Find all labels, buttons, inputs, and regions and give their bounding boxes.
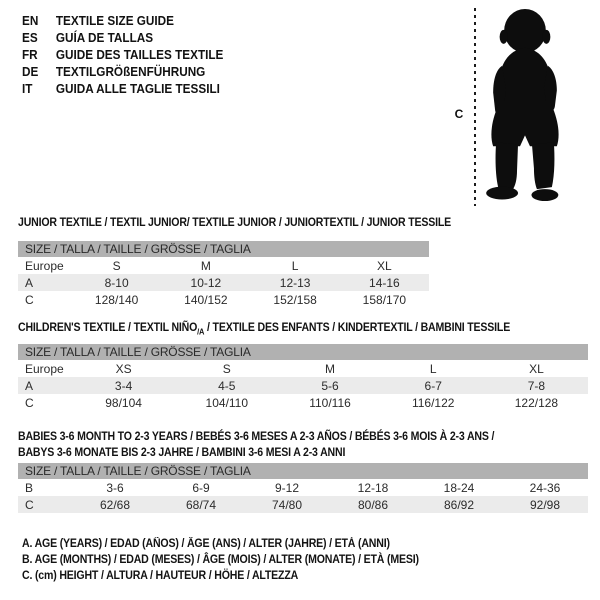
size-cell: 152/158 (273, 292, 317, 307)
size-cell: S (112, 258, 121, 273)
section-title-line2: BABYS 3-6 MONATE BIS 2-3 JAHRE / BAMBINI 3-6 MESI A 2-3 ANNI (18, 445, 346, 459)
size-cell: 6-9 (192, 480, 210, 495)
size-table-body (18, 257, 429, 308)
section-title-line1: BABIES 3-6 MONTH TO 2-3 YEARS / BEBÉS 3-6 MESES A 2-3 AÑOS / BÉBÉS 3-6 MOIS À 2-3 ANS / (18, 429, 495, 443)
size-table-row (18, 274, 429, 291)
language-label: TEXTILE SIZE GUIDE (55, 13, 175, 28)
language-code: FR (22, 47, 38, 62)
baby-silhouette-icon (482, 8, 566, 207)
size-cell: 98/104 (105, 395, 142, 410)
section-title-junior: JUNIOR TEXTILE / TEXTIL JUNIOR/ TEXTILE JUNIOR / JUNIORTEXTIL / JUNIOR TESSILE (18, 215, 451, 229)
language-row-en (22, 12, 223, 29)
size-table-row (18, 377, 588, 394)
language-label: GUIDE DES TAILLES TEXTILE (55, 47, 224, 62)
size-cell: 24-36 (529, 480, 561, 495)
language-row-de (22, 63, 223, 80)
section-title-text: / TEXTILE DES ENFANTS / KINDERTEXTIL / BAMBINI TESSILE (204, 320, 511, 334)
section-title-children (18, 320, 510, 336)
size-table-body (18, 360, 588, 411)
footnote-height-cm: C. (cm) HEIGHT / ALTURA / HAUTEUR / HÖHE / ALTEZZA (22, 569, 299, 582)
language-code: DE (22, 64, 39, 79)
size-cell: 10-12 (190, 275, 222, 290)
size-cell: 12-18 (357, 480, 389, 495)
size-cell: 104/110 (205, 395, 249, 410)
size-cell: 86/92 (443, 497, 475, 512)
size-cell: 92/98 (529, 497, 561, 512)
row-label: Europe (25, 258, 64, 273)
size-cell: L (429, 361, 437, 376)
size-cell: 128/140 (94, 292, 139, 307)
size-cell: 9-12 (274, 480, 300, 495)
language-label: GUÍA DE TALLAS (55, 30, 154, 45)
size-cell: 74/80 (271, 497, 303, 512)
size-cell: 68/74 (185, 497, 217, 512)
size-table-header: SIZE / TALLA / TAILLE / GRÖSSE / TAGLIA (18, 463, 588, 479)
language-code: ES (22, 30, 38, 45)
footnotes (22, 537, 419, 584)
row-label: Europe (25, 361, 64, 376)
size-cell: 140/152 (184, 292, 228, 307)
language-code: EN (22, 13, 39, 28)
size-cell: 7-8 (527, 378, 546, 393)
size-table-junior (18, 241, 429, 308)
size-table-header: SIZE / TALLA / TAILLE / GRÖSSE / TAGLIA (18, 241, 429, 257)
size-cell: 5-6 (321, 378, 339, 393)
section-title-subscript: /A (197, 326, 205, 337)
language-label: TEXTILGRÖßENFÜHRUNG (55, 64, 206, 79)
size-table-row (18, 291, 429, 308)
size-cell: L (291, 258, 299, 273)
section-title-babies (18, 428, 494, 460)
height-marker-dashed-line (474, 8, 476, 206)
size-table-body (18, 479, 588, 513)
language-row-fr (22, 46, 223, 63)
size-cell: 14-16 (369, 275, 400, 290)
row-label: C (25, 497, 34, 512)
size-cell: 116/122 (411, 395, 455, 410)
size-cell: XL (529, 361, 544, 376)
language-code: IT (22, 81, 33, 96)
row-label: C (25, 292, 34, 307)
size-table-row (18, 479, 588, 496)
row-label: B (25, 480, 34, 495)
size-cell: M (200, 258, 211, 273)
size-table-row (18, 496, 588, 513)
language-row-es (22, 29, 223, 46)
language-row-it (22, 80, 223, 97)
size-cell: 4-5 (218, 378, 236, 393)
size-cell: 110/116 (309, 395, 351, 410)
language-label: GUIDA ALLE TAGLIE TESSILI (55, 81, 220, 96)
size-cell: S (222, 361, 231, 376)
footnote-age-years: A. AGE (YEARS) / EDAD (AÑOS) / ÂGE (ANS) / ALTER (JAHRE) / ETÀ (ANNI) (22, 538, 390, 550)
size-cell: 18-24 (443, 480, 475, 495)
size-cell: M (325, 361, 335, 376)
size-cell: 158/170 (362, 292, 407, 307)
size-cell: 3-4 (114, 378, 133, 393)
height-marker-label: C (454, 107, 464, 121)
size-cell: XS (115, 361, 132, 376)
size-table-row (18, 360, 588, 377)
size-table-row (18, 394, 588, 411)
size-table-header: SIZE / TALLA / TAILLE / GRÖSSE / TAGLIA (18, 344, 588, 360)
size-table-babies (18, 463, 588, 513)
size-cell: 8-10 (104, 275, 129, 290)
size-cell: 6-7 (424, 378, 442, 393)
size-cell: 122/128 (514, 395, 559, 410)
size-cell: 3-6 (106, 480, 124, 495)
size-cell: 12-13 (279, 275, 311, 290)
size-table-row (18, 257, 429, 274)
row-label: C (25, 395, 34, 410)
section-title-text: CHILDREN'S TEXTILE / TEXTIL NIÑO (18, 320, 198, 334)
row-label: A (25, 378, 34, 393)
language-guide-list (22, 12, 236, 97)
size-cell: 80/86 (357, 497, 389, 512)
footnote-age-months: B. AGE (MONTHS) / EDAD (MESES) / ÂGE (MOIS) / ALTER (MONATE) / ETÀ (MESI) (22, 553, 419, 566)
size-cell: XL (377, 258, 392, 273)
size-table-children (18, 344, 588, 411)
row-label: A (25, 275, 34, 290)
size-cell: 62/68 (99, 497, 131, 512)
